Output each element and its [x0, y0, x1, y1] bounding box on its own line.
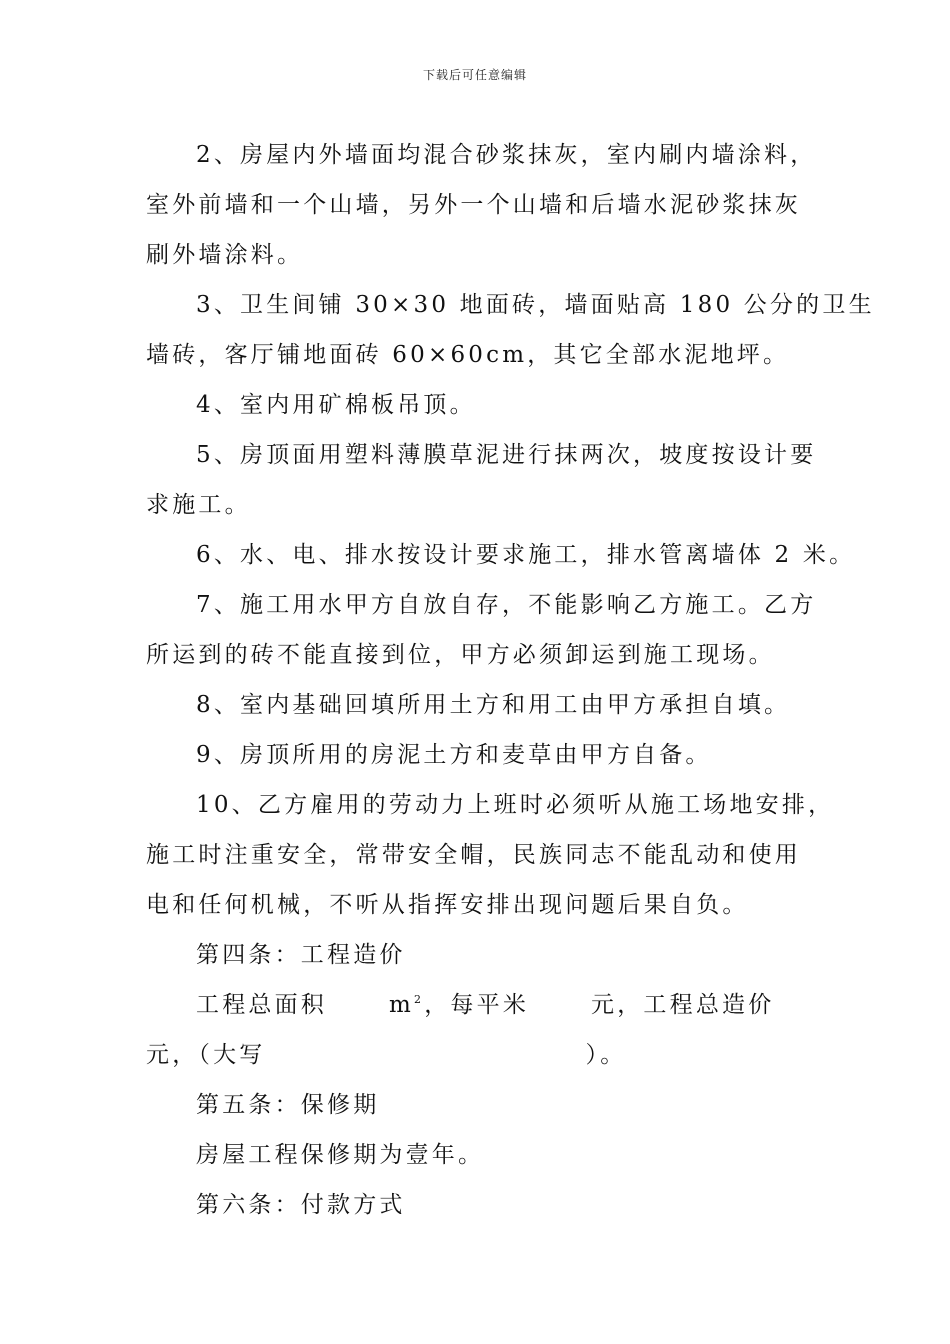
paragraph-line: 6、水、电、排水按设计要求施工，排水管离墙体 2 米。 — [196, 542, 856, 568]
section-heading: 第四条：工程造价 — [196, 942, 406, 968]
paragraph-line: 8、室内基础回填所用土方和用工由甲方承担自填。 — [196, 692, 791, 718]
total-area-label: 工程总面积 — [196, 992, 327, 1018]
paragraph-line: 刷外墙涂料。 — [146, 242, 304, 268]
paragraph-line: 施工时注重安全，常带安全帽，民族同志不能乱动和使用 — [146, 842, 801, 868]
section-heading: 第六条：付款方式 — [196, 1192, 406, 1218]
price-line — [146, 980, 814, 1030]
paragraph-line: 求施工。 — [146, 492, 251, 518]
paragraph-line: 2、房屋内外墙面均混合砂浆抹灰，室内刷内墙涂料， — [196, 142, 817, 168]
paragraph-line: 7、施工用水甲方自放自存，不能影响乙方施工。乙方 — [196, 592, 817, 618]
area-unit-exponent: 2 — [414, 993, 425, 1006]
paragraph-line: 3、卫生间铺 30×30 地面砖，墙面贴高 180 公分的卫生 — [196, 292, 875, 318]
area-unit: m — [389, 992, 415, 1018]
paragraph-line: 墙砖，客厅铺地面砖 60×60cm，其它全部水泥地坪。 — [146, 342, 790, 368]
section-heading: 第五条：保修期 — [196, 1092, 380, 1118]
price-words-line — [146, 1030, 814, 1080]
paragraph-line: 4、室内用矿棉板吊顶。 — [196, 392, 476, 418]
paragraph-line: 室外前墙和一个山墙，另外一个山墙和后墙水泥砂浆抹灰 — [146, 192, 801, 218]
total-price-label: 元，工程总造价 — [591, 992, 775, 1018]
price-words-close: ）。 — [585, 1042, 627, 1068]
unit-price-label: ，每平米 — [424, 992, 530, 1018]
paragraph-line: 9、房顶所用的房泥土方和麦草由甲方自备。 — [196, 742, 712, 768]
price-words-label: 元，（大写 — [146, 1042, 266, 1068]
paragraph-line: 房屋工程保修期为壹年。 — [196, 1142, 485, 1168]
paragraph-line: 所运到的砖不能直接到位，甲方必须卸运到施工现场。 — [146, 642, 775, 668]
paragraph-line: 电和任何机械，不听从指挥安排出现问题后果自负。 — [146, 892, 749, 918]
document-body — [146, 130, 875, 1230]
paragraph-line: 5、房顶面用塑料薄膜草泥进行抹两次，坡度按设计要 — [196, 442, 817, 468]
paragraph-line: 10、乙方雇用的劳动力上班时必须听从施工场地安排， — [196, 792, 835, 818]
header-note: 下载后可任意编辑 — [422, 68, 527, 82]
